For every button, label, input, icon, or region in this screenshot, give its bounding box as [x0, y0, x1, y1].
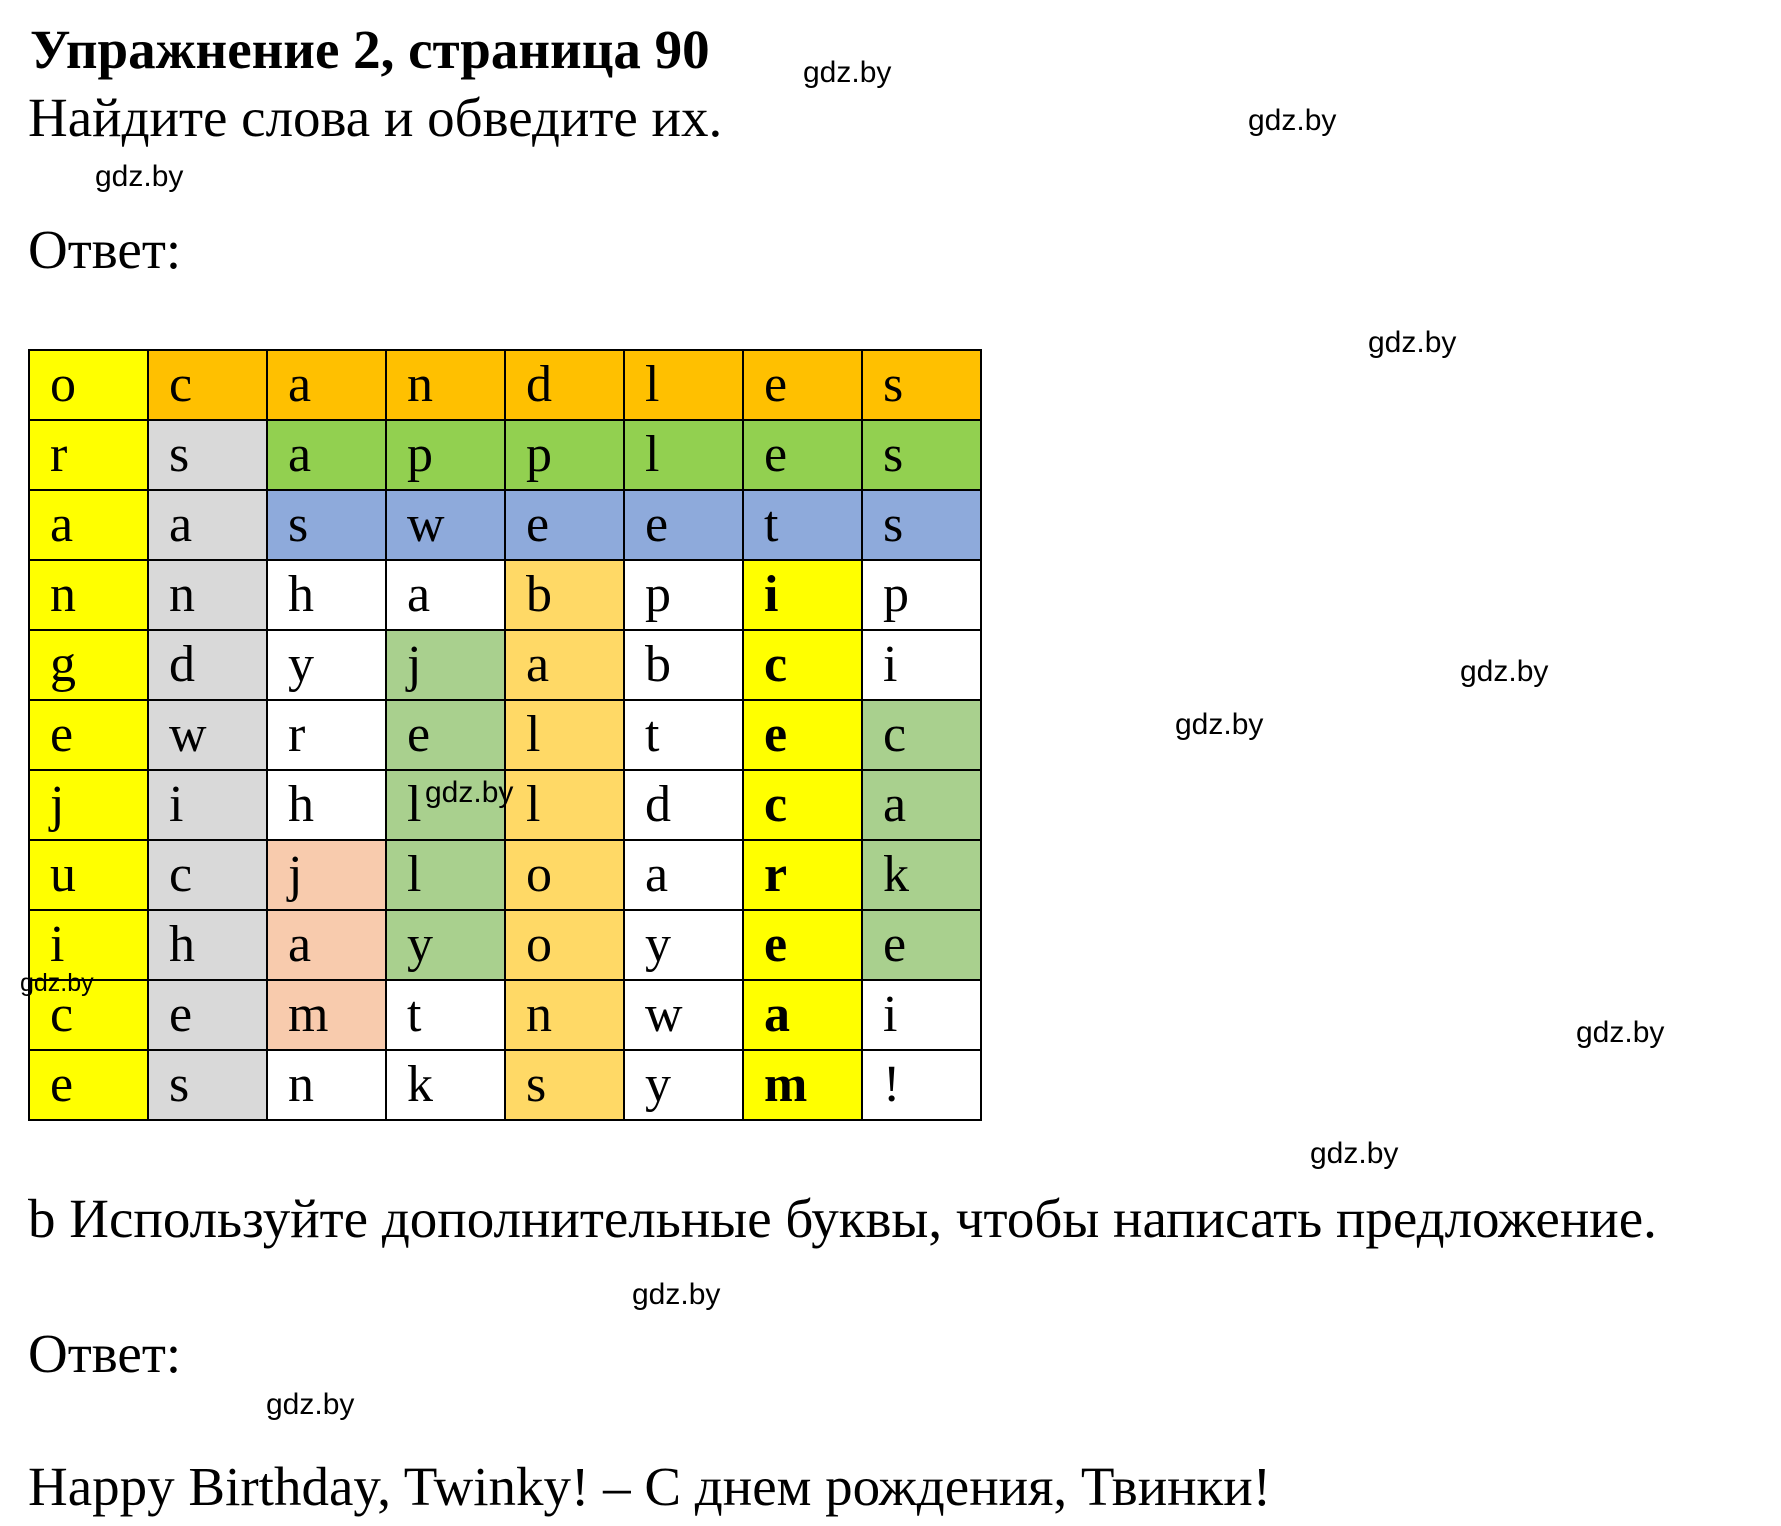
grid-cell: n — [505, 980, 624, 1050]
grid-row — [29, 910, 981, 980]
grid-cell: e — [148, 980, 267, 1050]
grid-cell: k — [862, 840, 981, 910]
grid-cell: e — [743, 700, 862, 770]
grid-row — [29, 840, 981, 910]
grid-cell: e — [505, 490, 624, 560]
grid-cell: c — [862, 700, 981, 770]
grid-cell: l — [624, 350, 743, 420]
grid-cell: s — [267, 490, 386, 560]
grid-cell: ! — [862, 1050, 981, 1120]
grid-row — [29, 490, 981, 560]
grid-cell: a — [743, 980, 862, 1050]
grid-cell: l — [505, 770, 624, 840]
grid-row — [29, 1050, 981, 1120]
watermark: gdz.by — [1248, 104, 1337, 137]
grid-row — [29, 980, 981, 1050]
grid-cell: i — [743, 560, 862, 630]
grid-cell: a — [267, 350, 386, 420]
grid-cell: a — [148, 490, 267, 560]
grid-cell: p — [862, 560, 981, 630]
grid-row — [29, 630, 981, 700]
grid-cell: n — [267, 1050, 386, 1120]
grid-cell: i — [148, 770, 267, 840]
grid-cell: b — [624, 630, 743, 700]
grid-cell: w — [148, 700, 267, 770]
grid-cell: a — [386, 560, 505, 630]
watermark: gdz.by — [1460, 655, 1549, 688]
grid-cell: l — [386, 770, 505, 840]
grid-cell: n — [386, 350, 505, 420]
word-search-grid — [28, 349, 982, 1121]
answer-label-a: Ответ: — [28, 219, 182, 280]
grid-cell: r — [267, 700, 386, 770]
grid-cell: c — [29, 980, 148, 1050]
watermark: gdz.by — [20, 969, 94, 997]
grid-cell: s — [862, 420, 981, 490]
grid-cell: t — [624, 700, 743, 770]
grid-cell: m — [267, 980, 386, 1050]
grid-cell: e — [386, 700, 505, 770]
grid-cell: b — [505, 560, 624, 630]
grid-cell: l — [505, 700, 624, 770]
grid-cell: a — [505, 630, 624, 700]
watermark: gdz.by — [1368, 326, 1457, 359]
grid-cell: a — [624, 840, 743, 910]
grid-cell: w — [624, 980, 743, 1050]
grid-cell: a — [267, 420, 386, 490]
grid-cell: s — [148, 420, 267, 490]
watermark: gdz.by — [1576, 1016, 1665, 1049]
grid-cell: c — [148, 350, 267, 420]
page-title: Упражнение 2, страница 90 — [30, 19, 710, 80]
grid-row — [29, 560, 981, 630]
grid-cell: e — [624, 490, 743, 560]
grid-cell: p — [505, 420, 624, 490]
grid-cell: e — [743, 420, 862, 490]
grid-cell: k — [386, 1050, 505, 1120]
grid-cell: c — [148, 840, 267, 910]
grid-cell: a — [862, 770, 981, 840]
watermark: gdz.by — [632, 1278, 721, 1311]
grid-cell: s — [862, 350, 981, 420]
grid-cell: u — [29, 840, 148, 910]
grid-cell: r — [29, 420, 148, 490]
grid-cell: e — [862, 910, 981, 980]
instruction-a: Найдите слова и обведите их. — [28, 87, 723, 148]
grid-cell: s — [505, 1050, 624, 1120]
grid-cell: i — [29, 910, 148, 980]
answer-label-b: Ответ: — [28, 1323, 182, 1384]
grid-cell: t — [743, 490, 862, 560]
grid-cell: d — [624, 770, 743, 840]
grid-cell: d — [148, 630, 267, 700]
grid-cell: s — [862, 490, 981, 560]
grid-cell: n — [148, 560, 267, 630]
watermark: gdz.by — [1175, 708, 1264, 741]
grid-cell: i — [862, 980, 981, 1050]
grid-cell: j — [267, 840, 386, 910]
grid-cell: j — [29, 770, 148, 840]
watermark: gdz.by — [803, 56, 892, 89]
grid-cell: y — [267, 630, 386, 700]
grid-cell: e — [29, 1050, 148, 1120]
grid-cell: n — [29, 560, 148, 630]
grid-cell: y — [624, 1050, 743, 1120]
grid-cell: h — [148, 910, 267, 980]
grid-cell: o — [505, 910, 624, 980]
grid-cell: l — [386, 840, 505, 910]
grid-row — [29, 350, 981, 420]
grid-cell: h — [267, 770, 386, 840]
grid-cell: j — [386, 630, 505, 700]
grid-cell: s — [148, 1050, 267, 1120]
grid-cell: a — [29, 490, 148, 560]
grid-cell: p — [624, 560, 743, 630]
watermark: gdz.by — [266, 1388, 355, 1421]
grid-cell: h — [267, 560, 386, 630]
grid-cell: r — [743, 840, 862, 910]
watermark: gdz.by — [95, 160, 184, 193]
grid-cell: i — [862, 630, 981, 700]
grid-cell: d — [505, 350, 624, 420]
answer-sentence: Happy Birthday, Twinky! – С днем рождения, Твинки! — [28, 1456, 1272, 1517]
grid-cell: y — [624, 910, 743, 980]
grid-cell: o — [29, 350, 148, 420]
watermark: gdz.by — [1310, 1137, 1399, 1170]
grid-cell: l — [624, 420, 743, 490]
grid-cell: y — [386, 910, 505, 980]
grid-cell: c — [743, 770, 862, 840]
grid-cell: t — [386, 980, 505, 1050]
grid-row — [29, 700, 981, 770]
grid-cell: w — [386, 490, 505, 560]
grid-cell: p — [386, 420, 505, 490]
grid-cell: c — [743, 630, 862, 700]
grid-row — [29, 420, 981, 490]
grid-cell: a — [267, 910, 386, 980]
grid-cell: g — [29, 630, 148, 700]
grid-cell: m — [743, 1050, 862, 1120]
instruction-b: b Используйте дополнительные буквы, чтобы написать предложение. — [28, 1188, 1657, 1249]
grid-cell: e — [743, 910, 862, 980]
grid-cell: e — [743, 350, 862, 420]
grid-cell: o — [505, 840, 624, 910]
watermark: gdz.by — [425, 776, 514, 809]
grid-cell: e — [29, 700, 148, 770]
